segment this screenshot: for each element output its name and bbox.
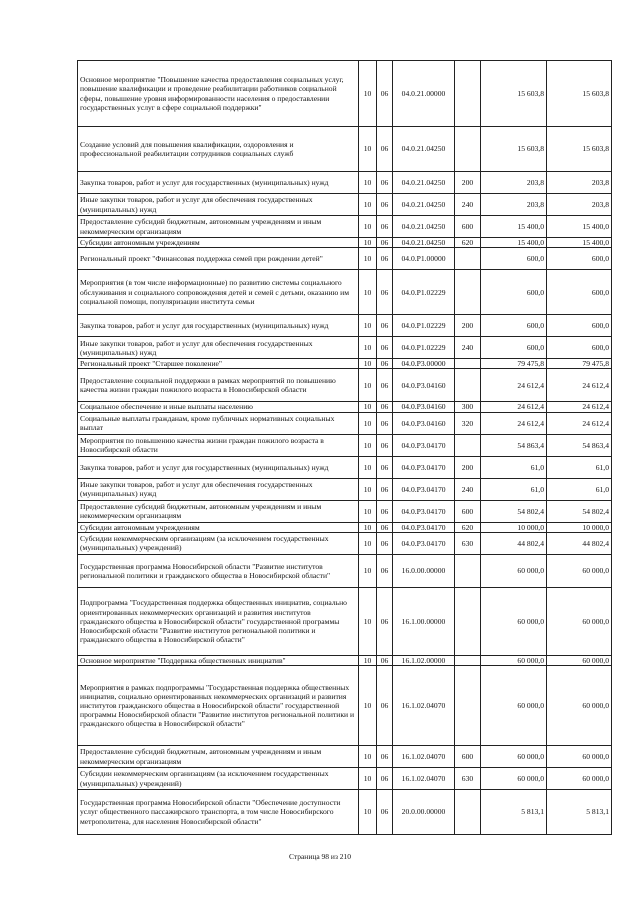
cell-expense-type: 200: [455, 172, 481, 194]
cell-amount-1: 60 000,0: [481, 666, 547, 746]
cell-name: Основное мероприятие "Поддержка общественных инициатив": [78, 655, 359, 665]
cell-name: Субсидии автономным учреждениям: [78, 238, 359, 248]
cell-expense-type: [455, 369, 481, 402]
cell-subsection: 06: [377, 412, 393, 434]
cell-target-article: 04.0.21.04250: [393, 194, 455, 216]
cell-name: Подпрограмма "Государственная поддержка общественных инициатив, социально ориентированных некоммерческих организаций и развития институтов гражданского общества в Новосибирской области" государственной программы Новосибирской области "Развитие институтов региональной политики и гражданского общества в Новосибирской области": [78, 587, 359, 655]
cell-expense-type: [455, 666, 481, 746]
cell-amount-1: 60 000,0: [481, 746, 547, 768]
table-row: [78, 500, 612, 522]
cell-amount-2: 60 000,0: [547, 666, 612, 746]
cell-section: 10: [359, 655, 377, 665]
cell-target-article: 16.1.02.04070: [393, 768, 455, 790]
cell-subsection: 06: [377, 127, 393, 172]
cell-section: 10: [359, 412, 377, 434]
cell-section: 10: [359, 315, 377, 337]
cell-amount-2: 15 400,0: [547, 238, 612, 248]
cell-section: 10: [359, 746, 377, 768]
cell-expense-type: [455, 587, 481, 655]
cell-name: Предоставление субсидий бюджетным, автономным учреждениям и иным некоммерческим организациям: [78, 216, 359, 238]
table-row: [78, 61, 612, 127]
cell-subsection: 06: [377, 248, 393, 270]
cell-target-article: 04.0.P1.00000: [393, 248, 455, 270]
cell-target-article: 16.1.00.00000: [393, 587, 455, 655]
cell-expense-type: 240: [455, 337, 481, 359]
cell-amount-1: 24 612,4: [481, 369, 547, 402]
table-row: [78, 216, 612, 238]
cell-name: Закупка товаров, работ и услуг для государственных (муниципальных) нужд: [78, 315, 359, 337]
cell-amount-2: 24 612,4: [547, 402, 612, 412]
cell-expense-type: [455, 270, 481, 315]
cell-section: 10: [359, 768, 377, 790]
cell-expense-type: 200: [455, 456, 481, 478]
table-row: [78, 359, 612, 369]
cell-target-article: 16.0.00.00000: [393, 554, 455, 587]
cell-expense-type: 630: [455, 532, 481, 554]
cell-expense-type: 620: [455, 238, 481, 248]
cell-section: 10: [359, 434, 377, 456]
cell-amount-1: 600,0: [481, 337, 547, 359]
cell-section: 10: [359, 790, 377, 835]
cell-amount-2: 61,0: [547, 456, 612, 478]
cell-amount-2: 600,0: [547, 315, 612, 337]
cell-subsection: 06: [377, 238, 393, 248]
cell-amount-2: 15 603,8: [547, 61, 612, 127]
cell-target-article: 04.0.21.04250: [393, 238, 455, 248]
cell-name: Предоставление социальной поддержки в рамках мероприятий по повышению качества жизни граждан пожилого возраста в Новосибирской области: [78, 369, 359, 402]
cell-amount-2: 60 000,0: [547, 746, 612, 768]
cell-subsection: 06: [377, 172, 393, 194]
cell-expense-type: 600: [455, 500, 481, 522]
cell-name: Субсидии некоммерческим организациям (за исключением государственных (муниципальных) учреждений): [78, 532, 359, 554]
table-row: [78, 270, 612, 315]
cell-name: Субсидии некоммерческим организациям (за исключением государственных (муниципальных) учреждений): [78, 768, 359, 790]
cell-amount-1: 60 000,0: [481, 587, 547, 655]
cell-amount-1: 61,0: [481, 478, 547, 500]
cell-section: 10: [359, 337, 377, 359]
cell-subsection: 06: [377, 337, 393, 359]
cell-target-article: 04.0.P1.02229: [393, 315, 455, 337]
table-row: [78, 337, 612, 359]
cell-amount-1: 60 000,0: [481, 554, 547, 587]
cell-amount-2: 60 000,0: [547, 655, 612, 665]
cell-subsection: 06: [377, 478, 393, 500]
cell-subsection: 06: [377, 768, 393, 790]
cell-amount-2: 24 612,4: [547, 412, 612, 434]
cell-subsection: 06: [377, 315, 393, 337]
cell-name: Субсидии автономным учреждениям: [78, 522, 359, 532]
cell-name: Региональный проект "Старшее поколение": [78, 359, 359, 369]
cell-section: 10: [359, 216, 377, 238]
cell-subsection: 06: [377, 456, 393, 478]
cell-expense-type: [455, 61, 481, 127]
cell-section: 10: [359, 172, 377, 194]
cell-subsection: 06: [377, 522, 393, 532]
cell-name: Мероприятия (в том числе информационные) по развитию системы социального обслуживания и социального сопровождения детей и семей с детьми, оказанию им социальной помощи, популяризации института семьи: [78, 270, 359, 315]
cell-target-article: 04.0.P3.04170: [393, 532, 455, 554]
cell-name: Социальные выплаты гражданам, кроме публичных нормативных социальных выплат: [78, 412, 359, 434]
cell-target-article: 04.0.21.00000: [393, 61, 455, 127]
cell-amount-1: 10 000,0: [481, 522, 547, 532]
cell-target-article: 16.1.02.04070: [393, 746, 455, 768]
table-row: [78, 238, 612, 248]
cell-target-article: 04.0.P3.04170: [393, 456, 455, 478]
cell-amount-2: 60 000,0: [547, 768, 612, 790]
cell-amount-2: 54 863,4: [547, 434, 612, 456]
cell-name: Региональный проект "Финансовая поддержка семей при рождении детей": [78, 248, 359, 270]
cell-name: Мероприятия по повышению качества жизни граждан пожилого возраста в Новосибирской области: [78, 434, 359, 456]
cell-amount-2: 10 000,0: [547, 522, 612, 532]
cell-subsection: 06: [377, 655, 393, 665]
cell-target-article: 04.0.21.04250: [393, 127, 455, 172]
cell-section: 10: [359, 248, 377, 270]
cell-amount-1: 15 603,8: [481, 61, 547, 127]
table-row: [78, 587, 612, 655]
cell-name: Предоставление субсидий бюджетным, автономным учреждениям и иным некоммерческим организациям: [78, 746, 359, 768]
table-row: [78, 402, 612, 412]
cell-amount-2: 203,8: [547, 194, 612, 216]
table-row: [78, 412, 612, 434]
budget-table: [77, 60, 612, 835]
cell-expense-type: 240: [455, 194, 481, 216]
cell-name: Предоставление субсидий бюджетным, автономным учреждениям и иным некоммерческим организациям: [78, 500, 359, 522]
cell-subsection: 06: [377, 359, 393, 369]
cell-section: 10: [359, 61, 377, 127]
cell-target-article: 04.0.P3.04170: [393, 434, 455, 456]
table-row: [78, 434, 612, 456]
cell-amount-1: 5 813,1: [481, 790, 547, 835]
table-row: [78, 127, 612, 172]
cell-amount-2: 600,0: [547, 337, 612, 359]
cell-section: 10: [359, 194, 377, 216]
cell-subsection: 06: [377, 790, 393, 835]
cell-section: 10: [359, 522, 377, 532]
cell-target-article: 04.0.P3.04170: [393, 478, 455, 500]
cell-name: Создание условий для повышения квалификации, оздоровления и профессиональной реабилитации сотрудников социальных служб: [78, 127, 359, 172]
cell-amount-1: 15 603,8: [481, 127, 547, 172]
cell-amount-1: 79 475,8: [481, 359, 547, 369]
cell-amount-1: 54 863,4: [481, 434, 547, 456]
cell-expense-type: 600: [455, 746, 481, 768]
table-row: [78, 248, 612, 270]
cell-amount-2: 54 802,4: [547, 500, 612, 522]
cell-amount-1: 60 000,0: [481, 655, 547, 665]
cell-amount-2: 60 000,0: [547, 554, 612, 587]
cell-subsection: 06: [377, 216, 393, 238]
cell-section: 10: [359, 127, 377, 172]
cell-subsection: 06: [377, 61, 393, 127]
cell-subsection: 06: [377, 500, 393, 522]
cell-section: 10: [359, 270, 377, 315]
table-row: [78, 768, 612, 790]
cell-expense-type: 620: [455, 522, 481, 532]
cell-target-article: 16.1.02.00000: [393, 655, 455, 665]
cell-amount-1: 600,0: [481, 315, 547, 337]
cell-section: 10: [359, 666, 377, 746]
cell-expense-type: 240: [455, 478, 481, 500]
cell-section: 10: [359, 369, 377, 402]
cell-section: 10: [359, 359, 377, 369]
cell-subsection: 06: [377, 746, 393, 768]
page-number: Страница 98 из 210: [288, 852, 352, 861]
cell-section: 10: [359, 456, 377, 478]
cell-expense-type: 630: [455, 768, 481, 790]
table-row: [78, 532, 612, 554]
cell-amount-1: 24 612,4: [481, 402, 547, 412]
cell-expense-type: [455, 248, 481, 270]
cell-target-article: 04.0.P1.02229: [393, 270, 455, 315]
cell-expense-type: 320: [455, 412, 481, 434]
table-row: [78, 456, 612, 478]
cell-amount-1: 203,8: [481, 194, 547, 216]
cell-name: Государственная программа Новосибирской области "Обеспечение доступности услуг общественного пассажирского транспорта, в том числе Новосибирского метрополитена, для населения Новосибирской области": [78, 790, 359, 835]
cell-name: Иные закупки товаров, работ и услуг для обеспечения государственных (муниципальных) нужд: [78, 337, 359, 359]
cell-section: 10: [359, 238, 377, 248]
cell-amount-1: 600,0: [481, 248, 547, 270]
cell-subsection: 06: [377, 587, 393, 655]
table-row: [78, 315, 612, 337]
cell-expense-type: 300: [455, 402, 481, 412]
cell-expense-type: 600: [455, 216, 481, 238]
cell-amount-1: 600,0: [481, 270, 547, 315]
cell-amount-2: 44 802,4: [547, 532, 612, 554]
cell-target-article: 04.0.21.04250: [393, 172, 455, 194]
table-row: [78, 172, 612, 194]
cell-subsection: 06: [377, 434, 393, 456]
cell-section: 10: [359, 402, 377, 412]
cell-amount-2: 600,0: [547, 270, 612, 315]
cell-target-article: 04.0.P3.00000: [393, 359, 455, 369]
cell-section: 10: [359, 500, 377, 522]
cell-expense-type: 200: [455, 315, 481, 337]
cell-target-article: 20.0.00.00000: [393, 790, 455, 835]
table-row: [78, 790, 612, 835]
cell-amount-2: 600,0: [547, 248, 612, 270]
cell-subsection: 06: [377, 369, 393, 402]
cell-amount-1: 203,8: [481, 172, 547, 194]
cell-amount-2: 60 000,0: [547, 587, 612, 655]
table-row: [78, 478, 612, 500]
cell-name: Основное мероприятие "Повышение качества предоставления социальных услуг, повышение квалификации и проведение реабилитации работников социальной сферы, повышение уровня информированности населения о предоставлении государственных услуг в сфере социальной поддержки": [78, 61, 359, 127]
cell-section: 10: [359, 478, 377, 500]
cell-amount-1: 24 612,4: [481, 412, 547, 434]
cell-amount-1: 15 400,0: [481, 238, 547, 248]
cell-amount-1: 61,0: [481, 456, 547, 478]
cell-amount-1: 44 802,4: [481, 532, 547, 554]
cell-amount-2: 5 813,1: [547, 790, 612, 835]
cell-amount-1: 54 802,4: [481, 500, 547, 522]
cell-target-article: 16.1.02.04070: [393, 666, 455, 746]
table-row: [78, 522, 612, 532]
cell-section: 10: [359, 554, 377, 587]
cell-section: 10: [359, 532, 377, 554]
cell-amount-2: 203,8: [547, 172, 612, 194]
table-row: [78, 666, 612, 746]
table-row: [78, 554, 612, 587]
cell-subsection: 06: [377, 554, 393, 587]
table-row: [78, 369, 612, 402]
cell-amount-2: 15 400,0: [547, 216, 612, 238]
cell-name: Закупка товаров, работ и услуг для государственных (муниципальных) нужд: [78, 172, 359, 194]
cell-section: 10: [359, 587, 377, 655]
cell-subsection: 06: [377, 532, 393, 554]
cell-expense-type: [455, 127, 481, 172]
cell-target-article: 04.0.P3.04160: [393, 402, 455, 412]
cell-expense-type: [455, 359, 481, 369]
cell-name: Государственная программа Новосибирской области "Развитие институтов региональной политики и гражданского общества в Новосибирской области": [78, 554, 359, 587]
cell-subsection: 06: [377, 194, 393, 216]
cell-name: Закупка товаров, работ и услуг для государственных (муниципальных) нужд: [78, 456, 359, 478]
cell-amount-1: 15 400,0: [481, 216, 547, 238]
table-row: [78, 655, 612, 665]
cell-amount-2: 79 475,8: [547, 359, 612, 369]
cell-expense-type: [455, 790, 481, 835]
cell-expense-type: [455, 554, 481, 587]
cell-amount-2: 15 603,8: [547, 127, 612, 172]
cell-expense-type: [455, 434, 481, 456]
cell-target-article: 04.0.21.04250: [393, 216, 455, 238]
cell-name: Социальное обеспечение и иные выплаты населению: [78, 402, 359, 412]
cell-subsection: 06: [377, 402, 393, 412]
cell-target-article: 04.0.P3.04160: [393, 369, 455, 402]
cell-target-article: 04.0.P1.02229: [393, 337, 455, 359]
cell-expense-type: [455, 655, 481, 665]
cell-subsection: 06: [377, 270, 393, 315]
cell-amount-2: 61,0: [547, 478, 612, 500]
cell-target-article: 04.0.P3.04170: [393, 522, 455, 532]
cell-name: Иные закупки товаров, работ и услуг для обеспечения государственных (муниципальных) нужд: [78, 478, 359, 500]
cell-name: Мероприятия в рамках подпрограммы "Государственная поддержка общественных инициатив, социально ориентированных некоммерческих организаций и развития институтов гражданского общества в Новосибирской области" государственной программы Новосибирской области "Развитие институтов региональной политики и гражданского общества в Новосибирской области": [78, 666, 359, 746]
table-row: [78, 194, 612, 216]
cell-target-article: 04.0.P3.04170: [393, 500, 455, 522]
cell-target-article: 04.0.P3.04160: [393, 412, 455, 434]
cell-amount-1: 60 000,0: [481, 768, 547, 790]
cell-subsection: 06: [377, 666, 393, 746]
table-row: [78, 746, 612, 768]
cell-amount-2: 24 612,4: [547, 369, 612, 402]
cell-name: Иные закупки товаров, работ и услуг для обеспечения государственных (муниципальных) нужд: [78, 194, 359, 216]
